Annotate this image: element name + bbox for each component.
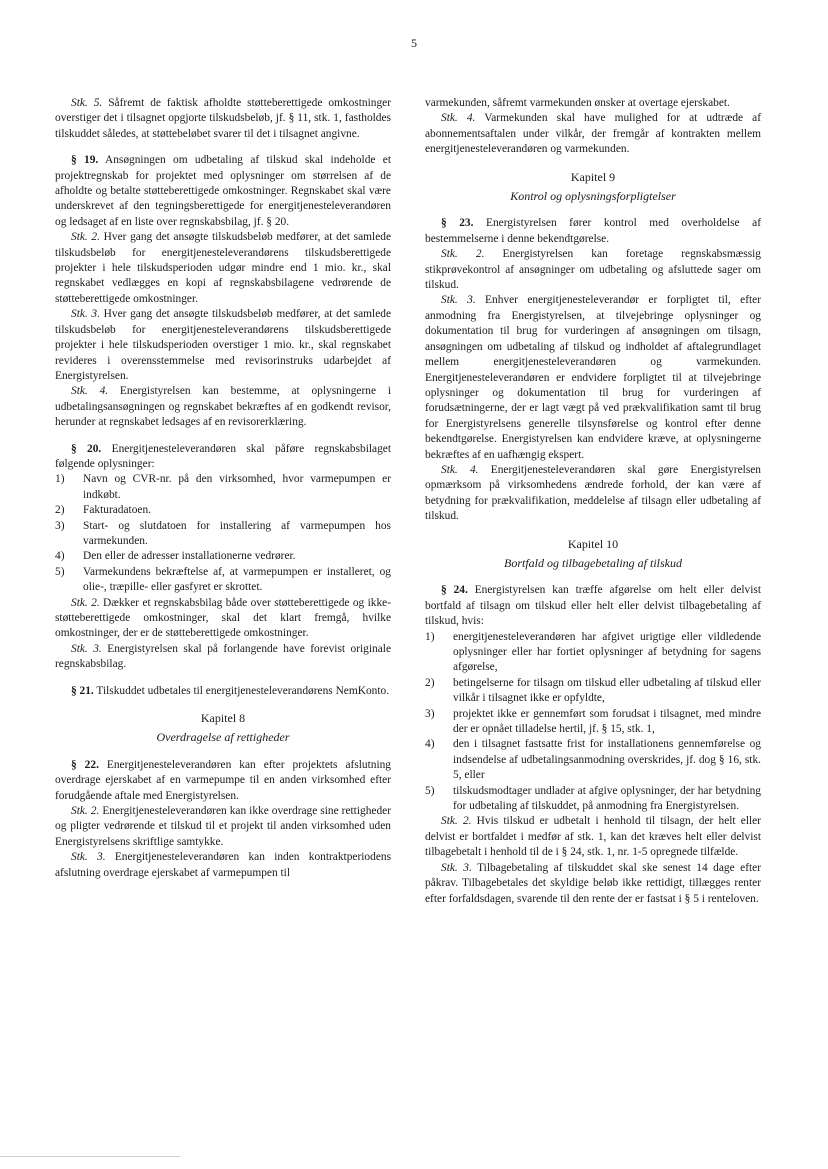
page-number: 5 (411, 36, 417, 50)
list-text: tilskudsmodtager undlader at afgive oplysninger, der har betydning for udbetaling af tilskuddet, på anmodning fra Energistyrelsen. (453, 784, 761, 813)
stk-label: Stk. 4. (441, 463, 479, 476)
list-item (425, 707, 761, 738)
paragraph-text: Dækker et regnskabsbilag både over støtteberettigede og ikke-støtteberettigede omkostninger, skal det klart fremgå, hvilke omkostninger, der er de støtteberettigede omkostninger. (55, 596, 391, 640)
list-item (425, 676, 761, 707)
section-number: § 22. (71, 758, 99, 771)
paragraph-text: Ansøgningen om udbetaling af tilskud skal indeholde et projektregnskab for projektet med oplysninger om størrelsen af de afholdte og betalte støtteberettigede omkostninger. Regnskabet skal være underskrevet af den tegningsberettigede for energitjenesteleverandøren og ledsaget af en liste over regnskabsbilag, jf. § 20. (55, 154, 391, 228)
paragraph-s23-stk3 (425, 293, 761, 462)
stk-label: Stk. 3. (71, 642, 102, 655)
list-item (55, 565, 391, 596)
list-text: energitjenesteleverandøren har afgivet urigtige eller vildledende oplysninger eller har fortiet oplysninger af betydning for sagens afgørelse, (453, 630, 761, 674)
chapter-8-title: Kapitel 8 (200, 711, 246, 726)
list-text: Navn og CVR-nr. på den virksomhed, hvor varmepumpen er indkøbt. (83, 473, 391, 501)
section-21 (55, 684, 391, 699)
paragraph-s20-stk3 (55, 642, 391, 673)
section-20 (55, 442, 391, 473)
paragraph-s23-stk4 (425, 463, 761, 525)
stk-label: Stk. 4. (71, 385, 109, 398)
list-text: den i tilsagnet fastsatte frist for installationens gennemførelse og indsendelse af udbetalingsanmodning overskrides, jf. dog § 16, stk. 5, eller (453, 738, 761, 782)
paragraph-s22-continued: varmekunden, såfremt varmekunden ønsker at overtage ejerskabet. (425, 97, 730, 109)
paragraph-text: Energistyrelsen fører kontrol med overholdelse af bestemmelserne i denne bekendtgørelse. (425, 217, 761, 245)
list-number: 4) (425, 738, 435, 751)
list-item (55, 519, 391, 550)
paragraph-text: Energistyrelsen kan træffe afgørelse om helt eller delvist bortfald af tilsagn om tilskud eller helt eller delvist tilbagebetaling af tilskud, hvis: (425, 584, 761, 628)
s24-list (425, 630, 761, 815)
chapter-9-title: Kapitel 9 (570, 169, 616, 184)
paragraph-text: Hver gang det ansøgte tilskudsbeløb medfører, at det samlede tilskudsbeløb for energitjenesteleverandørens tilskudsberettigede projekter i hele tilskudsperioden udgør mindre end 1 mio. kr., skal regnskabet vedlægges en kopi af regnskabsbilagene vedrørende de støtteberettigede omkostninger. (55, 231, 392, 305)
list-item (425, 630, 761, 676)
section-24 (425, 583, 761, 629)
list-text: Varmekundens bekræftelse af, at varmepumpen er installeret, og olie-, træpille- eller gasfyret er skrottet. (83, 565, 391, 594)
paragraph-s22-stk2 (55, 804, 391, 850)
footer-divider (0, 1156, 180, 1157)
paragraph-s24-stk2 (425, 814, 761, 860)
stk-label: Stk. 2. (441, 248, 485, 261)
paragraph-text: Energitjenesteleverandøren skal gøre Energistyrelsen opmærksom på virksomhedens ændrede forhold, der kan være af betydning for prækvalifikation, meddelelse af tilsagn eller udbetaling af tilskud. (425, 463, 762, 523)
paragraph-text: Varmekunden skal have mulighed for at udtræde af abonnementsaftalen under vilkår, der fremgår af kontrakten mellem energitjenesteleverandøren og varmekunden. (425, 112, 761, 156)
list-number: 1) (425, 630, 435, 643)
stk-label: Stk. 2. (71, 596, 100, 609)
paragraph-text: Hver gang det ansøgte tilskudsbeløb medfører, at det samlede tilskudsbeløb for energitjenesteleverandørens tilskudsberettigede projekter i hele tilskudsperioden overstiger 1 mio. kr., skal regnskabet revideres i overensstemmelse med revisorinstruks udarbejdet af Energistyrelsen. (55, 308, 392, 382)
paragraph-text: Energitjenesteleverandøren kan ikke overdrage sine rettigheder og pligter vedrørende et tilskud til et projekt til anden virksomhed uden Energistyrelsens skriftlige samtykke. (55, 805, 391, 848)
list-text: Start- og slutdatoen for installering af varmepumpen hos varmekunden. (83, 519, 391, 547)
chapter-10-title: Kapitel 10 (567, 536, 619, 551)
list-number: 2) (425, 676, 435, 689)
section-number: § 20. (71, 442, 102, 455)
paragraph-s19-stk4 (55, 384, 391, 430)
paragraph-s20-stk2 (55, 596, 391, 642)
list-number: 3) (425, 707, 435, 720)
paragraph-text: Enhver energitjenesteleverandør er forpligtet til, efter anmodning fra Energistyrelsen, at tilvejebringe oplysninger og dokumentation til brug for vurderingen af ansøgningen om tilsagn, ansøgningen om udbetaling af tilskud og indholdet af aftalegrundlaget mellem energitjenesteleverandøren og varmekunden. Energitjenesteleverandøren er endvidere forpligtet til at tilvejebringe oplysninger og dokumentation til brug for vurderingen af forudsætningerne, der er lagt vægt på ved prækvalifikation samt til brug for Energistyrelsens generelle tilsynsførelse og kontrol efter denne bekendtgørelse. Energistyrelsen kan endvidere kræve, at oplysningerne bekræftes af en uafhængig ekspert. (425, 294, 761, 461)
list-text: betingelserne for tilsagn om tilskud eller udbetaling af tilskud eller vilkår i tilsagnet ikke er opfyldte, (453, 676, 761, 705)
chapter-8-subtitle: Overdragelse af rettigheder (156, 730, 290, 745)
list-text: Den eller de adresser installationerne vedrører. (83, 550, 296, 563)
chapter-9-subtitle: Kontrol og oplysningsforpligtelser (510, 189, 676, 204)
section-23 (425, 216, 761, 247)
paragraph-s22-stk3 (55, 850, 391, 881)
paragraph-text: Såfremt de faktisk afholdte støtteberettigede omkostninger overstiger det i tilsagnet opgjorte tilskudsbeløb, jf. § 11, stk. 1, fastholdes tilskuddet således, at støttebeløbet svarer til det i tilsagnet angivne. (55, 97, 392, 140)
stk-label: Stk. 3. (71, 308, 100, 321)
stk-label: Stk. 5. (71, 97, 103, 109)
paragraph-text: Tilskuddet udbetales til energitjenesteleverandørens NemKonto. (93, 684, 390, 697)
stk-label: Stk. 2. (441, 815, 472, 828)
paragraph-s19-stk2 (55, 230, 391, 307)
section-19 (55, 153, 391, 230)
paragraph-s23-stk2 (425, 247, 761, 293)
paragraph-text: Tilbagebetaling af tilskuddet skal ske senest 14 dage efter påkrav. Tilbagebetales det skyldige beløb ikke rettidigt, tillægges renter efter forfaldsdagen, svarende til den rente der er fastsat i § 5 i renteloven. (425, 861, 762, 905)
section-number: § 19. (71, 154, 99, 167)
paragraph-s19-stk3 (55, 307, 391, 384)
list-number: 5) (55, 565, 65, 578)
s20-list (55, 472, 391, 595)
paragraph-text: Energitjenesteleverandøren kan efter projektets afslutning overdrage ejerskabet af en varmepumpe til en anden virksomhed efter forudgående aftale med Energistyrelsen. (55, 758, 392, 802)
paragraph-text: Energistyrelsen kan bestemme, at oplysningerne i udbetalingsansøgningen og regnskabet bekræftes af en godkendt revisor, herunder at regnskabet ledsages af en revisorerklæring. (55, 385, 391, 429)
list-item (55, 549, 391, 564)
list-number: 3) (55, 519, 65, 532)
paragraph-s24-stk3 (425, 861, 761, 907)
left-column (55, 96, 391, 881)
chapter-10-subtitle: Bortfald og tilbagebetaling af tilskud (504, 555, 682, 570)
section-number: § 21. (71, 684, 94, 697)
list-text: projektet ikke er gennemført som forudsat i tilsagnet, med mindre der er opnået tilladelse hertil, jf. § 15, stk. 1, (453, 707, 761, 736)
list-item (425, 737, 761, 783)
stk-label: Stk. 2. (71, 805, 100, 818)
list-text: Fakturadatoen. (83, 504, 152, 517)
list-number: 4) (55, 550, 65, 563)
paragraph-text: Energistyrelsen skal på forlangende have forevist originale regnskabsbilag. (55, 642, 391, 671)
paragraph-text: Hvis tilskud er udbetalt i henhold til tilsagn, der helt eller delvist er bortfaldet i medfør af stk. 1, kan det kræves helt eller delvist tilbagebetalt i henhold til de i § 24, stk. 1, nr. 1-5 opregnede tilfælde. (425, 815, 761, 859)
paragraph-s22-stk4 (425, 111, 761, 157)
stk-label: Stk. 4. (441, 112, 476, 125)
paragraph-s18-stk5 (55, 96, 391, 142)
list-number: 2) (55, 504, 65, 517)
stk-label: Stk. 3. (71, 851, 106, 864)
section-22 (55, 758, 391, 804)
section-number: § 24. (441, 584, 468, 597)
paragraph-text: Energitjenesteleverandøren kan inden kontraktperiodens afslutning overdrage ejerskabet af varmepumpen til (55, 851, 391, 879)
section-number: § 23. (441, 217, 474, 230)
paragraph-text: Energistyrelsen kan foretage regnskabsmæssig stikprøvekontrol af ansøgninger om udbetaling og afsluttede sager om tilskud. (425, 248, 761, 292)
stk-label: Stk. 3. (441, 294, 476, 307)
right-column (425, 96, 761, 907)
paragraph-text: Energitjenesteleverandøren skal påføre regnskabsbilaget følgende oplysninger: (55, 442, 392, 470)
list-item (55, 503, 391, 518)
list-number: 5) (425, 784, 435, 797)
list-item (425, 784, 761, 815)
list-item (55, 472, 391, 503)
stk-label: Stk. 3. (441, 861, 472, 874)
list-number: 1) (55, 473, 65, 486)
stk-label: Stk. 2. (71, 231, 100, 244)
